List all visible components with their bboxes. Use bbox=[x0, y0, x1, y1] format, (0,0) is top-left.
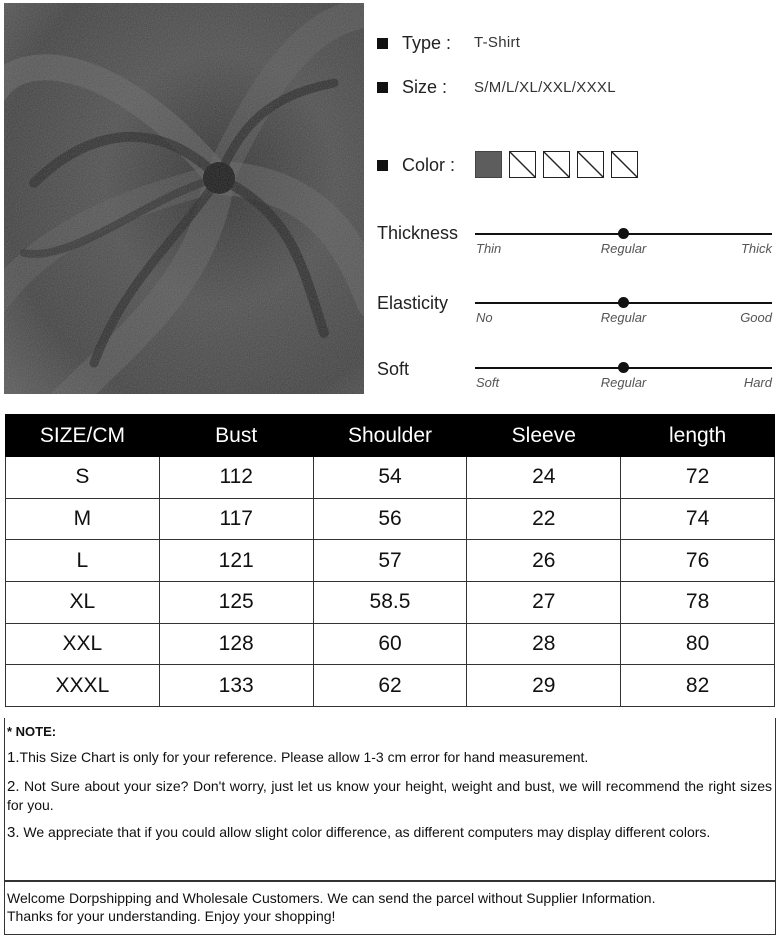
scale-marker bbox=[618, 362, 629, 373]
note-number: 3. bbox=[7, 824, 20, 841]
table-row bbox=[6, 623, 775, 665]
table-row bbox=[6, 457, 775, 499]
bullet-icon bbox=[377, 38, 388, 49]
fabric-photo bbox=[4, 3, 364, 394]
spec-type bbox=[377, 30, 451, 56]
bullet-icon bbox=[377, 82, 388, 93]
cell-bust: 133 bbox=[159, 665, 313, 707]
cell-size: M bbox=[6, 498, 160, 540]
scale-mid-label: Regular bbox=[600, 375, 647, 390]
cell-bust: 121 bbox=[159, 540, 313, 582]
swatch-empty bbox=[509, 151, 536, 178]
thickness-scale bbox=[475, 228, 772, 258]
cell-bust: 128 bbox=[159, 623, 313, 665]
cell-shoulder: 57 bbox=[313, 540, 467, 582]
header-sleeve: Sleeve bbox=[467, 415, 621, 457]
cell-length: 74 bbox=[621, 498, 775, 540]
scale-min-label: Thin bbox=[476, 241, 502, 256]
color-label: Color : bbox=[402, 154, 456, 175]
header-length: length bbox=[621, 415, 775, 457]
welcome-line-2: Thanks for your understanding. Enjoy your shopping! bbox=[7, 908, 336, 924]
elasticity-scale bbox=[475, 297, 772, 327]
note-2 bbox=[7, 777, 772, 814]
cell-length: 76 bbox=[621, 540, 775, 582]
color-swatches bbox=[475, 151, 638, 178]
table-row bbox=[6, 498, 775, 540]
scale-min-label: No bbox=[476, 310, 493, 325]
note-number: 1. bbox=[7, 749, 20, 766]
scale-marker bbox=[618, 228, 629, 239]
notes-box bbox=[4, 718, 776, 881]
table-row bbox=[6, 665, 775, 707]
cell-bust: 117 bbox=[159, 498, 313, 540]
type-label: Type : bbox=[402, 32, 452, 53]
cell-sleeve: 29 bbox=[467, 665, 621, 707]
cell-shoulder: 54 bbox=[313, 457, 467, 499]
note-text: This Size Chart is only for your reference. Please allow 1-3 cm error for hand measurement. bbox=[19, 749, 589, 765]
scale-mid-label: Regular bbox=[600, 310, 647, 325]
cell-bust: 112 bbox=[159, 457, 313, 499]
header-bust: Bust bbox=[159, 415, 313, 457]
note-3 bbox=[7, 823, 772, 842]
scale-mid-label: Regular bbox=[600, 241, 647, 256]
scale-max-label: Good bbox=[740, 310, 772, 325]
cell-sleeve: 28 bbox=[467, 623, 621, 665]
cell-length: 72 bbox=[621, 457, 775, 499]
header-size: SIZE/CM bbox=[6, 415, 160, 457]
type-value: T-Shirt bbox=[474, 34, 521, 51]
cell-size: XXL bbox=[6, 623, 160, 665]
scale-marker bbox=[618, 297, 629, 308]
note-1 bbox=[7, 748, 772, 767]
note-title: * NOTE: bbox=[7, 724, 57, 739]
spec-color bbox=[377, 152, 455, 178]
size-chart-table bbox=[5, 414, 775, 707]
swatch-empty bbox=[543, 151, 570, 178]
swatch-dark-gray[interactable] bbox=[475, 151, 502, 178]
spec-size bbox=[377, 74, 447, 100]
table-row bbox=[6, 540, 775, 582]
cell-shoulder: 60 bbox=[313, 623, 467, 665]
scale-max-label: Hard bbox=[743, 375, 772, 390]
note-number: 2. bbox=[7, 778, 20, 795]
note-text: Not Sure about your size? Don't worry, just let us know your height, weight and bust, we will recommend the right sizes for you. bbox=[7, 778, 772, 813]
welcome-box bbox=[4, 881, 776, 935]
table-header-row bbox=[6, 415, 775, 457]
cell-length: 82 bbox=[621, 665, 775, 707]
cell-size: XXXL bbox=[6, 665, 160, 707]
cell-shoulder: 58.5 bbox=[313, 582, 467, 624]
cell-length: 78 bbox=[621, 582, 775, 624]
header-shoulder: Shoulder bbox=[313, 415, 467, 457]
elasticity-title: Elasticity bbox=[377, 293, 449, 313]
scale-min-label: Soft bbox=[476, 375, 500, 390]
cell-shoulder: 56 bbox=[313, 498, 467, 540]
scale-max-label: Thick bbox=[740, 241, 772, 256]
swatch-empty bbox=[577, 151, 604, 178]
thickness-title: Thickness bbox=[377, 223, 459, 243]
cell-sleeve: 27 bbox=[467, 582, 621, 624]
soft-title: Soft bbox=[377, 359, 410, 379]
size-value: S/M/L/XL/XXL/XXXL bbox=[474, 79, 616, 96]
table-row bbox=[6, 582, 775, 624]
cell-size: XL bbox=[6, 582, 160, 624]
cell-sleeve: 24 bbox=[467, 457, 621, 499]
cell-size: L bbox=[6, 540, 160, 582]
size-label: Size : bbox=[402, 76, 448, 97]
cell-size: S bbox=[6, 457, 160, 499]
cell-sleeve: 22 bbox=[467, 498, 621, 540]
cell-sleeve: 26 bbox=[467, 540, 621, 582]
bullet-icon bbox=[377, 160, 388, 171]
swatch-empty bbox=[611, 151, 638, 178]
cell-shoulder: 62 bbox=[313, 665, 467, 707]
note-text: We appreciate that if you could allow slight color difference, as different computers may display different colors. bbox=[19, 824, 711, 840]
cell-bust: 125 bbox=[159, 582, 313, 624]
welcome-line-1: Welcome Dorpshipping and Wholesale Customers. We can send the parcel without Supplier Information. bbox=[7, 890, 656, 906]
soft-scale bbox=[475, 362, 772, 392]
cell-length: 80 bbox=[621, 623, 775, 665]
